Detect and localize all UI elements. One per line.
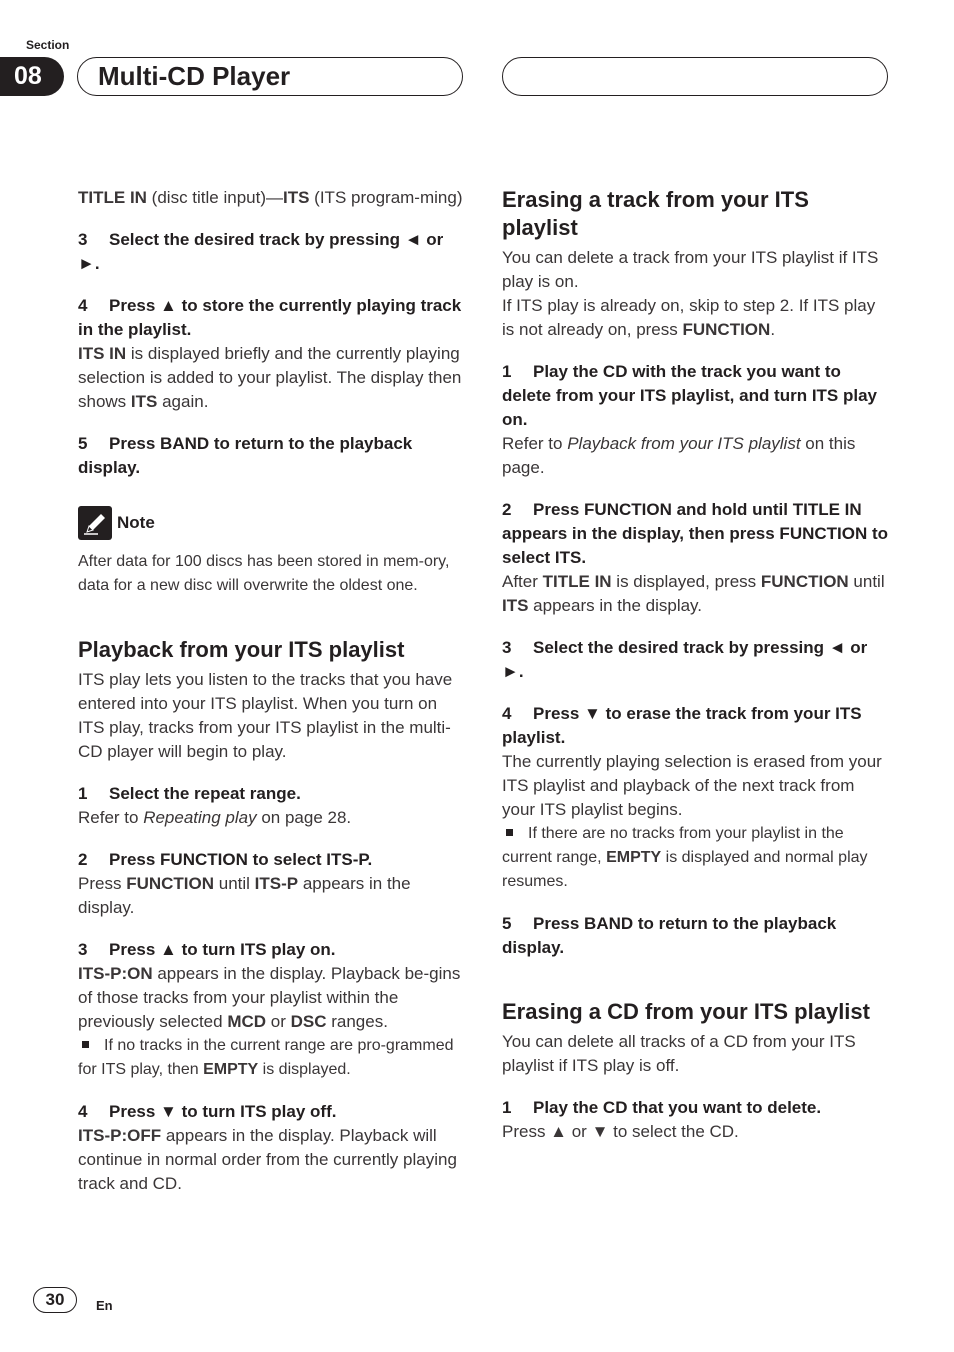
step-text: Play the CD with the track you want to delete from your ITS playlist, and turn ITS play on. — [502, 362, 878, 429]
step-text: Press FUNCTION to select ITS-P. — [109, 850, 373, 869]
text: If there are no tracks from your playlist in the current range, — [502, 825, 844, 866]
erase-step-1 — [502, 360, 890, 432]
text: again. — [157, 392, 209, 411]
playback-step-4-body — [78, 1124, 466, 1196]
bold-term: ITS-P — [254, 874, 299, 893]
playback-step-4 — [78, 1100, 466, 1124]
step-number: 4 — [78, 296, 88, 315]
step-number: 4 — [78, 1102, 88, 1121]
page-title: Multi-CD Player — [77, 57, 463, 96]
section-number: 08 — [0, 57, 64, 96]
text: appears in the display. — [78, 874, 411, 917]
step-number: 1 — [78, 784, 88, 803]
bold-term: FUNCTION — [126, 874, 215, 893]
bold-term: TITLE IN — [78, 188, 147, 207]
playback-step-1 — [78, 782, 466, 806]
text: until — [848, 572, 885, 591]
erase-step-5 — [502, 912, 890, 960]
erase-step-1-body — [502, 432, 890, 480]
heading-playback: Playback from your ITS playlist — [78, 637, 405, 662]
playback-intro: ITS play lets you listen to the tracks that you have entered into your ITS playlist. When you turn on ITS play, tracks from your ITS playlist in the multi-CD player will begin to play. — [78, 670, 453, 761]
erase-track-intro-1: You can delete a track from your ITS playlist if ITS play is on. — [502, 248, 879, 291]
step-3 — [78, 228, 466, 276]
step-number: 4 — [502, 704, 512, 723]
step-text: Press ▼ to turn ITS play off. — [109, 1102, 337, 1121]
text: is displayed. — [258, 1061, 351, 1078]
text: until — [214, 874, 255, 893]
header-empty-box — [502, 57, 888, 96]
text: If ITS play is already on, skip to step 2. If ITS play is not already on, press — [502, 296, 876, 339]
text: ranges. — [326, 1012, 388, 1031]
text: is displayed and normal play resumes. — [502, 849, 868, 890]
section-label: Section — [26, 38, 70, 52]
erase-step-4 — [502, 702, 890, 750]
erase-track-intro-2 — [502, 294, 890, 342]
step-text: Press ▲ to store the currently playing track in the playlist. — [78, 296, 462, 339]
bold-term: FUNCTION — [682, 320, 771, 339]
intro-paragraph — [78, 186, 466, 210]
step-text: Press ▼ to erase the track from your ITS playlist. — [502, 704, 862, 747]
erase-step-3 — [502, 636, 890, 684]
note-label: Note — [117, 513, 155, 532]
language-label: En — [96, 1298, 113, 1313]
step-text: Select the repeat range. — [109, 784, 301, 803]
step-4 — [78, 294, 466, 342]
step-text: Press BAND to return to the playback display. — [78, 434, 413, 477]
page-number: 30 — [33, 1287, 77, 1313]
italic-ref: Repeating play — [143, 808, 257, 827]
step-text: Press FUNCTION and hold until TITLE IN appears in the display, then press FUNCTION to select ITS. — [502, 500, 889, 567]
text: (disc title input)— — [146, 188, 283, 207]
playback-step-2 — [78, 848, 466, 872]
step-text: Select the desired track by pressing ◄ or ►. — [78, 230, 444, 273]
bold-term: EMPTY — [203, 1061, 259, 1078]
text: appears in the display. — [528, 596, 703, 615]
text: appears in the display. Playback will continue in normal order from the currently playing track and CD. — [78, 1126, 457, 1193]
step-number: 1 — [502, 1098, 512, 1117]
step-5 — [78, 432, 466, 480]
text: is displayed, press — [611, 572, 761, 591]
erase-cd-step-1-body: Press ▲ or ▼ to select the CD. — [502, 1122, 739, 1141]
bold-term: EMPTY — [606, 849, 662, 866]
step-number: 3 — [78, 940, 88, 959]
text: Refer to — [502, 434, 568, 453]
italic-ref: Playback from your ITS playlist — [567, 434, 801, 453]
playback-step-3-bullet — [78, 1034, 466, 1082]
note-pencil-icon — [78, 506, 112, 540]
playback-step-1-body — [78, 806, 466, 830]
bullet-square-icon — [82, 1041, 89, 1048]
playback-step-3 — [78, 938, 466, 962]
text: on page 28. — [256, 808, 352, 827]
bold-term: MCD — [227, 1012, 267, 1031]
note-heading — [78, 506, 466, 540]
step-number: 2 — [502, 500, 512, 519]
text: After — [502, 572, 543, 591]
step-text: Select the desired track by pressing ◄ or ►. — [502, 638, 868, 681]
bold-term: ITS-P:ON — [78, 964, 153, 983]
step-text: Play the CD that you want to delete. — [533, 1098, 822, 1117]
bold-term: ITS — [502, 596, 529, 615]
note-text: After data for 100 discs has been stored in mem-ory, data for a new disc will overwrite the oldest one. — [78, 553, 450, 594]
bold-term: FUNCTION — [760, 572, 849, 591]
text: Press — [78, 874, 127, 893]
step-number: 5 — [78, 434, 88, 453]
step-number: 5 — [502, 914, 512, 933]
heading-erase-cd: Erasing a CD from your ITS playlist — [502, 999, 870, 1024]
text: Refer to — [78, 808, 144, 827]
bold-term: ITS-P:OFF — [78, 1126, 162, 1145]
bold-term: DSC — [290, 1012, 327, 1031]
erase-step-2 — [502, 498, 890, 570]
bold-term: ITS IN — [78, 344, 127, 363]
text: appears in the display. Playback be-gins of those tracks from your playlist within the previously selected — [78, 964, 461, 1031]
erase-step-2-body — [502, 570, 890, 618]
text: (ITS program-ming) — [309, 188, 463, 207]
step-number: 2 — [78, 850, 88, 869]
step-number: 3 — [502, 638, 512, 657]
erase-step-4-bullet — [502, 822, 890, 894]
step-number: 1 — [502, 362, 512, 381]
heading-erase-track: Erasing a track from your ITS playlist — [502, 187, 809, 240]
bold-term: ITS — [130, 392, 158, 411]
left-column — [78, 186, 466, 1196]
text: on this page. — [502, 434, 856, 477]
bullet-square-icon — [506, 829, 513, 836]
erase-cd-intro: You can delete all tracks of a CD from your ITS playlist if ITS play is off. — [502, 1032, 856, 1075]
bold-term: TITLE IN — [542, 572, 612, 591]
playback-step-2-body — [78, 872, 466, 920]
right-column — [502, 186, 890, 1144]
playback-step-3-body — [78, 962, 466, 1034]
step-number: 3 — [78, 230, 88, 249]
bold-term: ITS — [283, 188, 310, 207]
erase-step-4-body: The currently playing selection is erased from your ITS playlist and playback of the next track from your ITS playlist begins. — [502, 752, 882, 819]
text: is displayed briefly and the currently playing selection is added to your playlist. The display then shows — [78, 344, 462, 411]
text: If no tracks in the current range are pro-grammed for ITS play, then — [78, 1037, 454, 1078]
step-4-body — [78, 342, 466, 414]
text: or — [266, 1012, 291, 1031]
erase-cd-step-1 — [502, 1096, 890, 1120]
text: . — [770, 320, 776, 339]
step-text: Press BAND to return to the playback display. — [502, 914, 837, 957]
step-text: Press ▲ to turn ITS play on. — [109, 940, 336, 959]
